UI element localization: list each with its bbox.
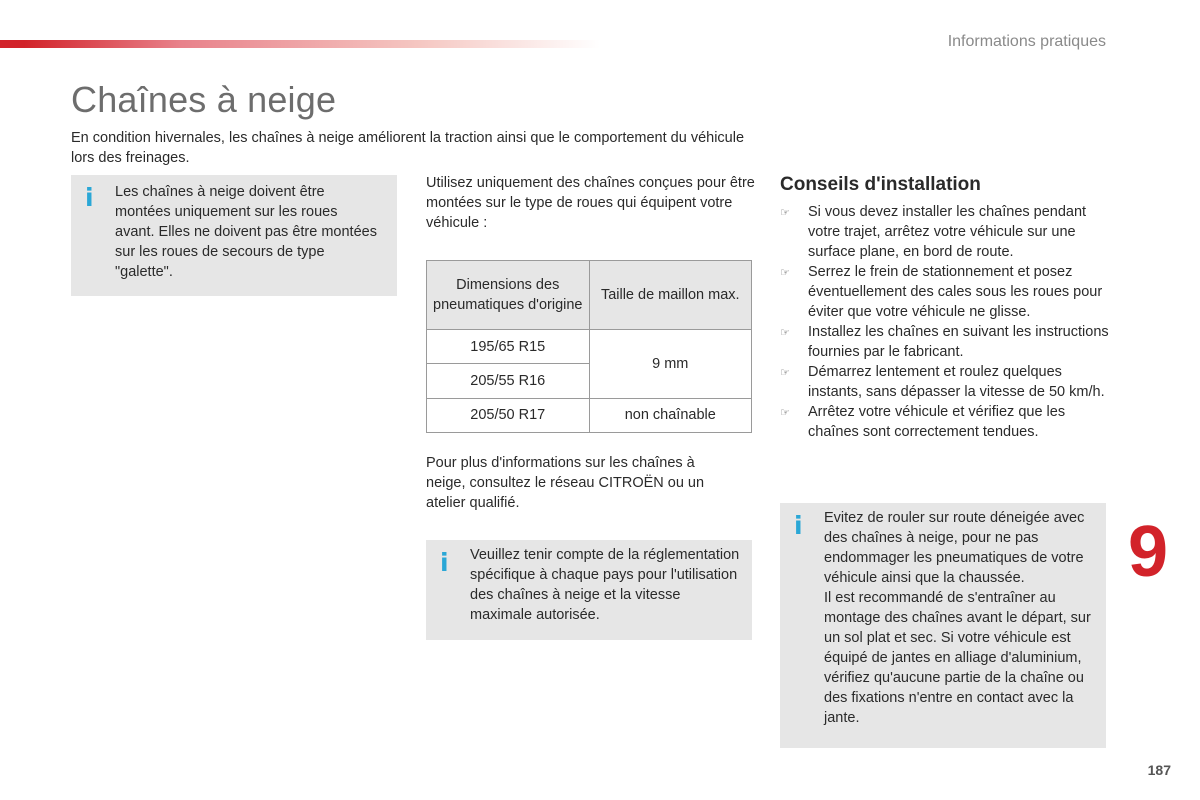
list-item xyxy=(780,362,1110,402)
list-item xyxy=(780,262,1110,322)
info-box-text: Veuillez tenir compte de la réglementation spécifique à chaque pays pour l'utilisation des chaînes à neige et la vitesse maximale autorisée. xyxy=(470,547,740,623)
info-box-front-wheels xyxy=(71,175,397,296)
list-item xyxy=(780,202,1110,262)
list-item-text: Arrêtez votre véhicule et vérifiez que les chaînes sont correctement tendues. xyxy=(808,404,1066,440)
table-cell-size: 205/55 R16 xyxy=(427,364,590,398)
table-header-dimensions: Dimensions des pneumatiques d'origine xyxy=(427,261,590,330)
info-box-text: Evitez de rouler sur route déneigée avec des chaînes à neige, pour ne pas endommager les pneumatiques de votre véhicule ainsi que la chaussée. Il est recommandé de s'entraîner au montage des chaînes avant le départ, sur un sol plat et sec. Si votre véhicule est équipé de jantes en alliage d'aluminium, vérifiez qu'aucune partie de la chaîne ou des fixations n'entre en contact avec la jante. xyxy=(824,510,1091,726)
table-cell-link: non chaînable xyxy=(589,398,752,432)
list-item-text: Serrez le frein de stationnement et posez éventuellement des cales sous les roues pour éviter que votre véhicule ne glisse. xyxy=(808,264,1103,320)
table-cell-link: 9 mm xyxy=(589,330,752,399)
table-row xyxy=(427,398,752,432)
list-item-text: Si vous devez installer les chaînes pendant votre trajet, arrêtez votre véhicule sur une surface plane, en bord de route. xyxy=(808,204,1087,260)
info-box-text: Les chaînes à neige doivent être montées uniquement sur les roues avant. Elles ne doivent pas être montées sur les roues de secours de type "galette". xyxy=(115,184,377,280)
table-header-row xyxy=(427,261,752,330)
table-header-link-size: Taille de maillon max. xyxy=(589,261,752,330)
compatible-chains-paragraph: Utilisez uniquement des chaînes conçues pour être montées sur le type de roues qui équipent votre véhicule : xyxy=(426,175,755,231)
installation-tips-list xyxy=(780,202,1110,442)
pointing-hand-icon: ☞ xyxy=(780,406,790,419)
chain-size-table xyxy=(426,260,752,433)
list-item-text: Démarrez lentement et roulez quelques instants, sans dépasser la vitesse de 50 km/h. xyxy=(808,364,1105,400)
pointing-hand-icon: ☞ xyxy=(780,206,790,219)
header-accent-bar xyxy=(0,40,600,48)
table-cell-size: 205/50 R17 xyxy=(427,398,590,432)
pointing-hand-icon: ☞ xyxy=(780,266,790,279)
table-cell-size: 195/65 R15 xyxy=(427,330,590,364)
intro-paragraph: En condition hivernales, les chaînes à neige améliorent la traction ainsi que le comportement du véhicule lors des freinages. xyxy=(71,130,745,166)
page-number: 187 xyxy=(1147,762,1171,778)
list-item xyxy=(780,402,1110,442)
info-icon: i xyxy=(85,183,94,212)
section-title: Informations pratiques xyxy=(947,33,1106,50)
info-icon: i xyxy=(794,511,803,540)
installation-tips-heading: Conseils d'installation xyxy=(780,174,981,195)
list-item-text: Installez les chaînes en suivant les instructions fournies par le fabricant. xyxy=(808,324,1109,360)
chapter-number: 9 xyxy=(1128,512,1169,592)
page-title: Chaînes à neige xyxy=(71,79,337,120)
pointing-hand-icon: ☞ xyxy=(780,366,790,379)
list-item xyxy=(780,322,1110,362)
pointing-hand-icon: ☞ xyxy=(780,326,790,339)
more-info-paragraph: Pour plus d'informations sur les chaînes à neige, consultez le réseau CITROËN ou un atelier qualifié. xyxy=(426,455,705,511)
table-row xyxy=(427,330,752,364)
info-box-regulations xyxy=(426,540,752,640)
info-box-driving-advice xyxy=(780,503,1106,748)
info-icon: i xyxy=(440,548,449,577)
